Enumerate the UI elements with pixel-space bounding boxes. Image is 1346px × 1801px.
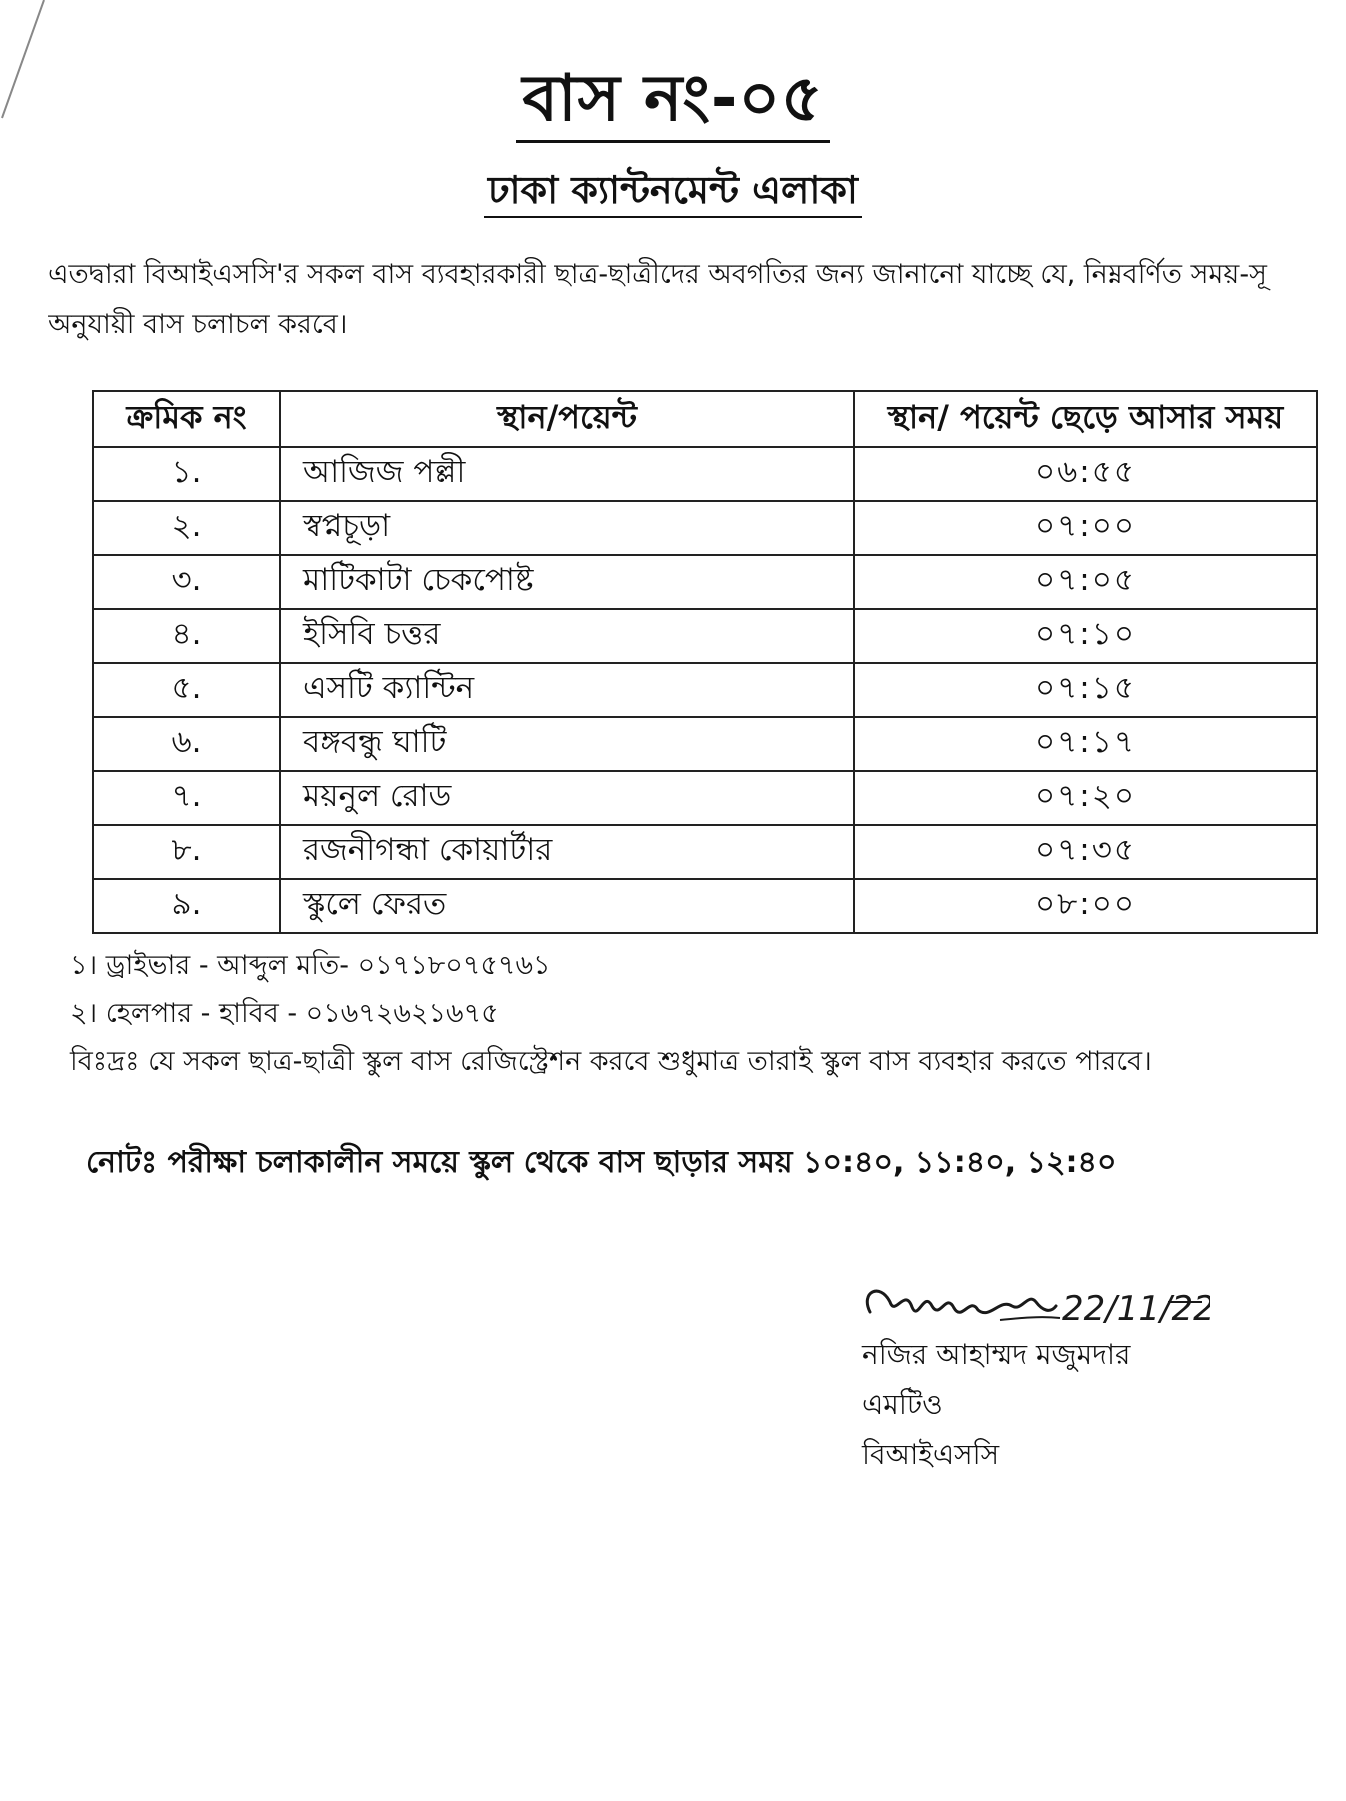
signer-organization: বিআইএসসি <box>862 1438 1000 1471</box>
exam-time-note: নোটঃ পরীক্ষা চলাকালীন সময়ে স্কুল থেকে বাস ছাড়ার সময় ১০:৪০, ১১:৪০, ১২:৪০ <box>86 1145 1117 1180</box>
row-serial: ৫. <box>93 663 280 717</box>
row-serial: ৪. <box>93 609 280 663</box>
row-serial: ২. <box>93 501 280 555</box>
row-time: ০৬:৫৫ <box>854 447 1317 501</box>
table-row <box>93 555 1317 609</box>
row-serial: ৩. <box>93 555 280 609</box>
intro-line-2: অনুযায়ী বাস চলাচল করবে। <box>48 309 348 340</box>
header-serial: ক্রমিক নং <box>93 391 280 447</box>
row-time: ০৭:১৫ <box>854 663 1317 717</box>
registration-notice: বিঃদ্রঃ যে সকল ছাত্র-ছাত্রী স্কুল বাস রেজিস্ট্রেশন করবে শুধুমাত্র তারাই স্কুল বাস ব্যবহার করতে পারবে। <box>70 1046 1152 1077</box>
row-place: ময়নুল রোড <box>280 771 854 825</box>
page-subtitle <box>0 168 1346 218</box>
header-place: স্থান/পয়েন্ট <box>280 391 854 447</box>
row-time: ০৭:৩৫ <box>854 825 1317 879</box>
table-row <box>93 717 1317 771</box>
table-row <box>93 501 1317 555</box>
table-row <box>93 609 1317 663</box>
svg-text:22/11/22: 22/11/22 <box>1062 1289 1210 1329</box>
row-place: রজনীগন্ধা কোয়ার্টার <box>280 825 854 879</box>
contacts-section <box>70 942 1320 1086</box>
row-place: ইসিবি চত্তর <box>280 609 854 663</box>
signer-block <box>862 1330 1262 1480</box>
row-time: ০৮:০০ <box>854 879 1317 933</box>
signer-name: নজির আহাম্মদ মজুমদার <box>862 1338 1131 1371</box>
subtitle-text: ঢাকা ক্যান্টনমেন্ট এলাকা <box>484 170 862 218</box>
page-title <box>0 62 1346 143</box>
header-departure-time: স্থান/ পয়েন্ট ছেড়ে আসার সময় <box>854 391 1317 447</box>
row-serial: ১. <box>93 447 280 501</box>
row-time: ০৭:১০ <box>854 609 1317 663</box>
row-place: আজিজ পল্লী <box>280 447 854 501</box>
table-row <box>93 663 1317 717</box>
intro-paragraph <box>48 250 1346 350</box>
row-place: স্কুলে ফেরত <box>280 879 854 933</box>
row-time: ০৭:২০ <box>854 771 1317 825</box>
row-serial: ৬. <box>93 717 280 771</box>
table-row <box>93 879 1317 933</box>
row-serial: ৮. <box>93 825 280 879</box>
table-row <box>93 447 1317 501</box>
signer-designation: এমটিও <box>862 1388 943 1421</box>
intro-line-1: এতদ্বারা বিআইএসসি'র সকল বাস ব্যবহারকারী ছাত্র-ছাত্রীদের অবগতির জন্য জানানো যাচ্ছে যে, নিম্নবর্ণিত সময়-সূ <box>48 259 1267 290</box>
row-time: ০৭:০০ <box>854 501 1317 555</box>
helper-contact: ২। হেলপার - হাবিব - ০১৬৭২৬২১৬৭৫ <box>70 998 499 1029</box>
title-text: বাস নং-০৫ <box>516 64 829 143</box>
bus-schedule-table <box>92 390 1318 934</box>
table-header-row <box>93 391 1317 447</box>
row-time: ০৭:০৫ <box>854 555 1317 609</box>
table-row <box>93 825 1317 879</box>
table-row <box>93 771 1317 825</box>
row-time: ০৭:১৭ <box>854 717 1317 771</box>
row-serial: ৭. <box>93 771 280 825</box>
row-place: স্বপ্নচূড়া <box>280 501 854 555</box>
driver-contact: ১। ড্রাইভার - আব্দুল মতি- ০১৭১৮০৭৫৭৬১ <box>70 950 551 981</box>
row-place: বঙ্গবন্ধু ঘাটি <box>280 717 854 771</box>
row-serial: ৯. <box>93 879 280 933</box>
row-place: এসটি ক্যান্টিন <box>280 663 854 717</box>
row-place: মাটিকাটা চেকপোষ্ট <box>280 555 854 609</box>
